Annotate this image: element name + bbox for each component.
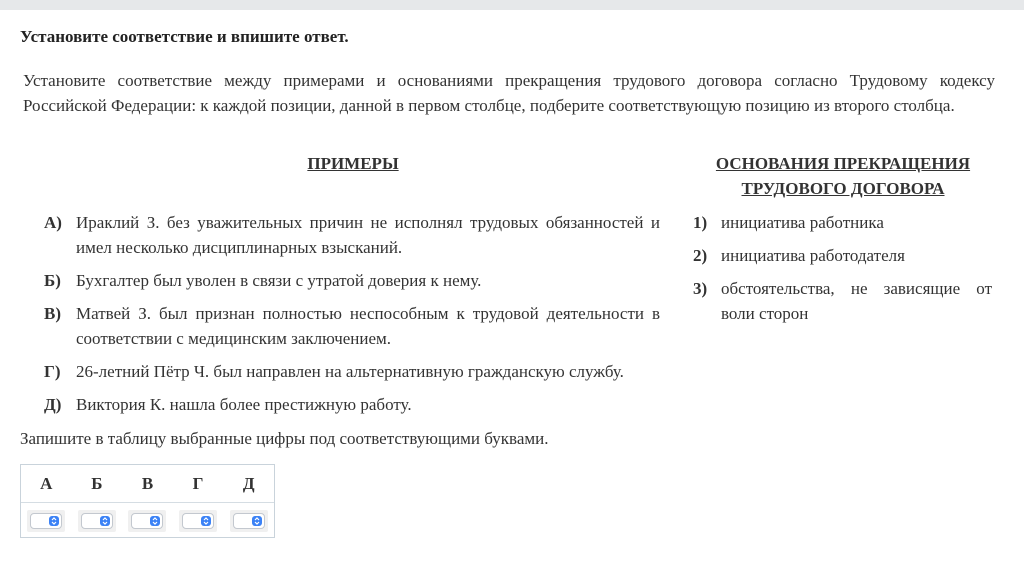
basis-item	[693, 276, 992, 326]
answer-column-letter: Г	[192, 474, 204, 493]
answer-column-letter: Б	[91, 474, 103, 493]
example-text: Бухгалтер был уволен в связи с утратой доверия к нему.	[76, 271, 482, 290]
example-item	[44, 268, 660, 293]
example-letter: Б)	[44, 271, 61, 290]
answer-select-a[interactable]	[27, 510, 65, 532]
example-letter: Г)	[44, 362, 61, 381]
top-bar	[0, 0, 1024, 10]
example-text: Матвей З. был признан полностью неспособным к трудовой деятельности в соответствии с медицинским заключением.	[76, 304, 660, 348]
answer-select-b[interactable]	[78, 510, 116, 532]
example-text: Ираклий З. без уважительных причин не исполнял трудовых обязанностей и имел несколько дисциплинарных взысканий.	[76, 213, 660, 257]
basis-number: 1)	[693, 213, 708, 232]
example-letter: В)	[44, 304, 61, 323]
answer-table-header	[21, 465, 274, 503]
select-arrows-icon	[49, 516, 59, 526]
basis-text: инициатива работодателя	[721, 246, 905, 265]
answer-select-g[interactable]	[179, 510, 217, 532]
basis-item	[693, 243, 992, 268]
answer-cell-v	[122, 510, 173, 532]
answer-select-d[interactable]	[230, 510, 268, 532]
example-item	[44, 301, 660, 351]
examples-header: ПРИМЕРЫ	[307, 154, 399, 173]
basis-item	[693, 210, 992, 235]
answer-column-letter: А	[40, 474, 53, 493]
answer-select-v[interactable]	[128, 510, 166, 532]
example-item	[44, 210, 660, 260]
answer-table	[20, 464, 275, 538]
select-arrows-icon	[252, 516, 262, 526]
answer-column-letter: Д	[242, 474, 255, 493]
answer-select-row	[21, 503, 274, 539]
task-intro: Установите соответствие между примерами и основаниями прекращения трудового договора согласно Трудовому кодексу Российской Федерации: к каждой позиции, данной в первом столбце, подберите соответствующую позицию из второго столбца.	[23, 71, 995, 115]
answer-cell-b	[72, 510, 123, 532]
example-item	[44, 392, 660, 417]
basis-number: 3)	[693, 279, 708, 298]
example-letter: А)	[44, 213, 62, 232]
example-text: 26-летний Пётр Ч. был направлен на альтернативную гражданскую службу.	[76, 362, 624, 381]
answer-cell-a	[21, 510, 72, 532]
examples-list	[44, 210, 660, 425]
answer-column-letter: В	[141, 474, 154, 493]
basis-text: инициатива работника	[721, 213, 884, 232]
example-item	[44, 359, 660, 384]
bases-header: ОСНОВАНИЯ ПРЕКРАЩЕНИЯ ТРУДОВОГО ДОГОВОРА	[715, 154, 971, 198]
select-arrows-icon	[100, 516, 110, 526]
select-arrows-icon	[150, 516, 160, 526]
answer-instruction: Запишите в таблицу выбранные цифры под соответствующими буквами.	[20, 429, 549, 448]
example-text: Виктория К. нашла более престижную работу.	[76, 395, 412, 414]
select-arrows-icon	[201, 516, 211, 526]
task-title: Установите соответствие и впишите ответ.	[20, 27, 349, 46]
example-letter: Д)	[44, 395, 62, 414]
bases-list	[693, 210, 992, 334]
answer-cell-d	[223, 510, 274, 532]
basis-text: обстоятельства, не зависящие от воли сторон	[721, 279, 992, 323]
answer-cell-g	[173, 510, 224, 532]
basis-number: 2)	[693, 246, 708, 265]
